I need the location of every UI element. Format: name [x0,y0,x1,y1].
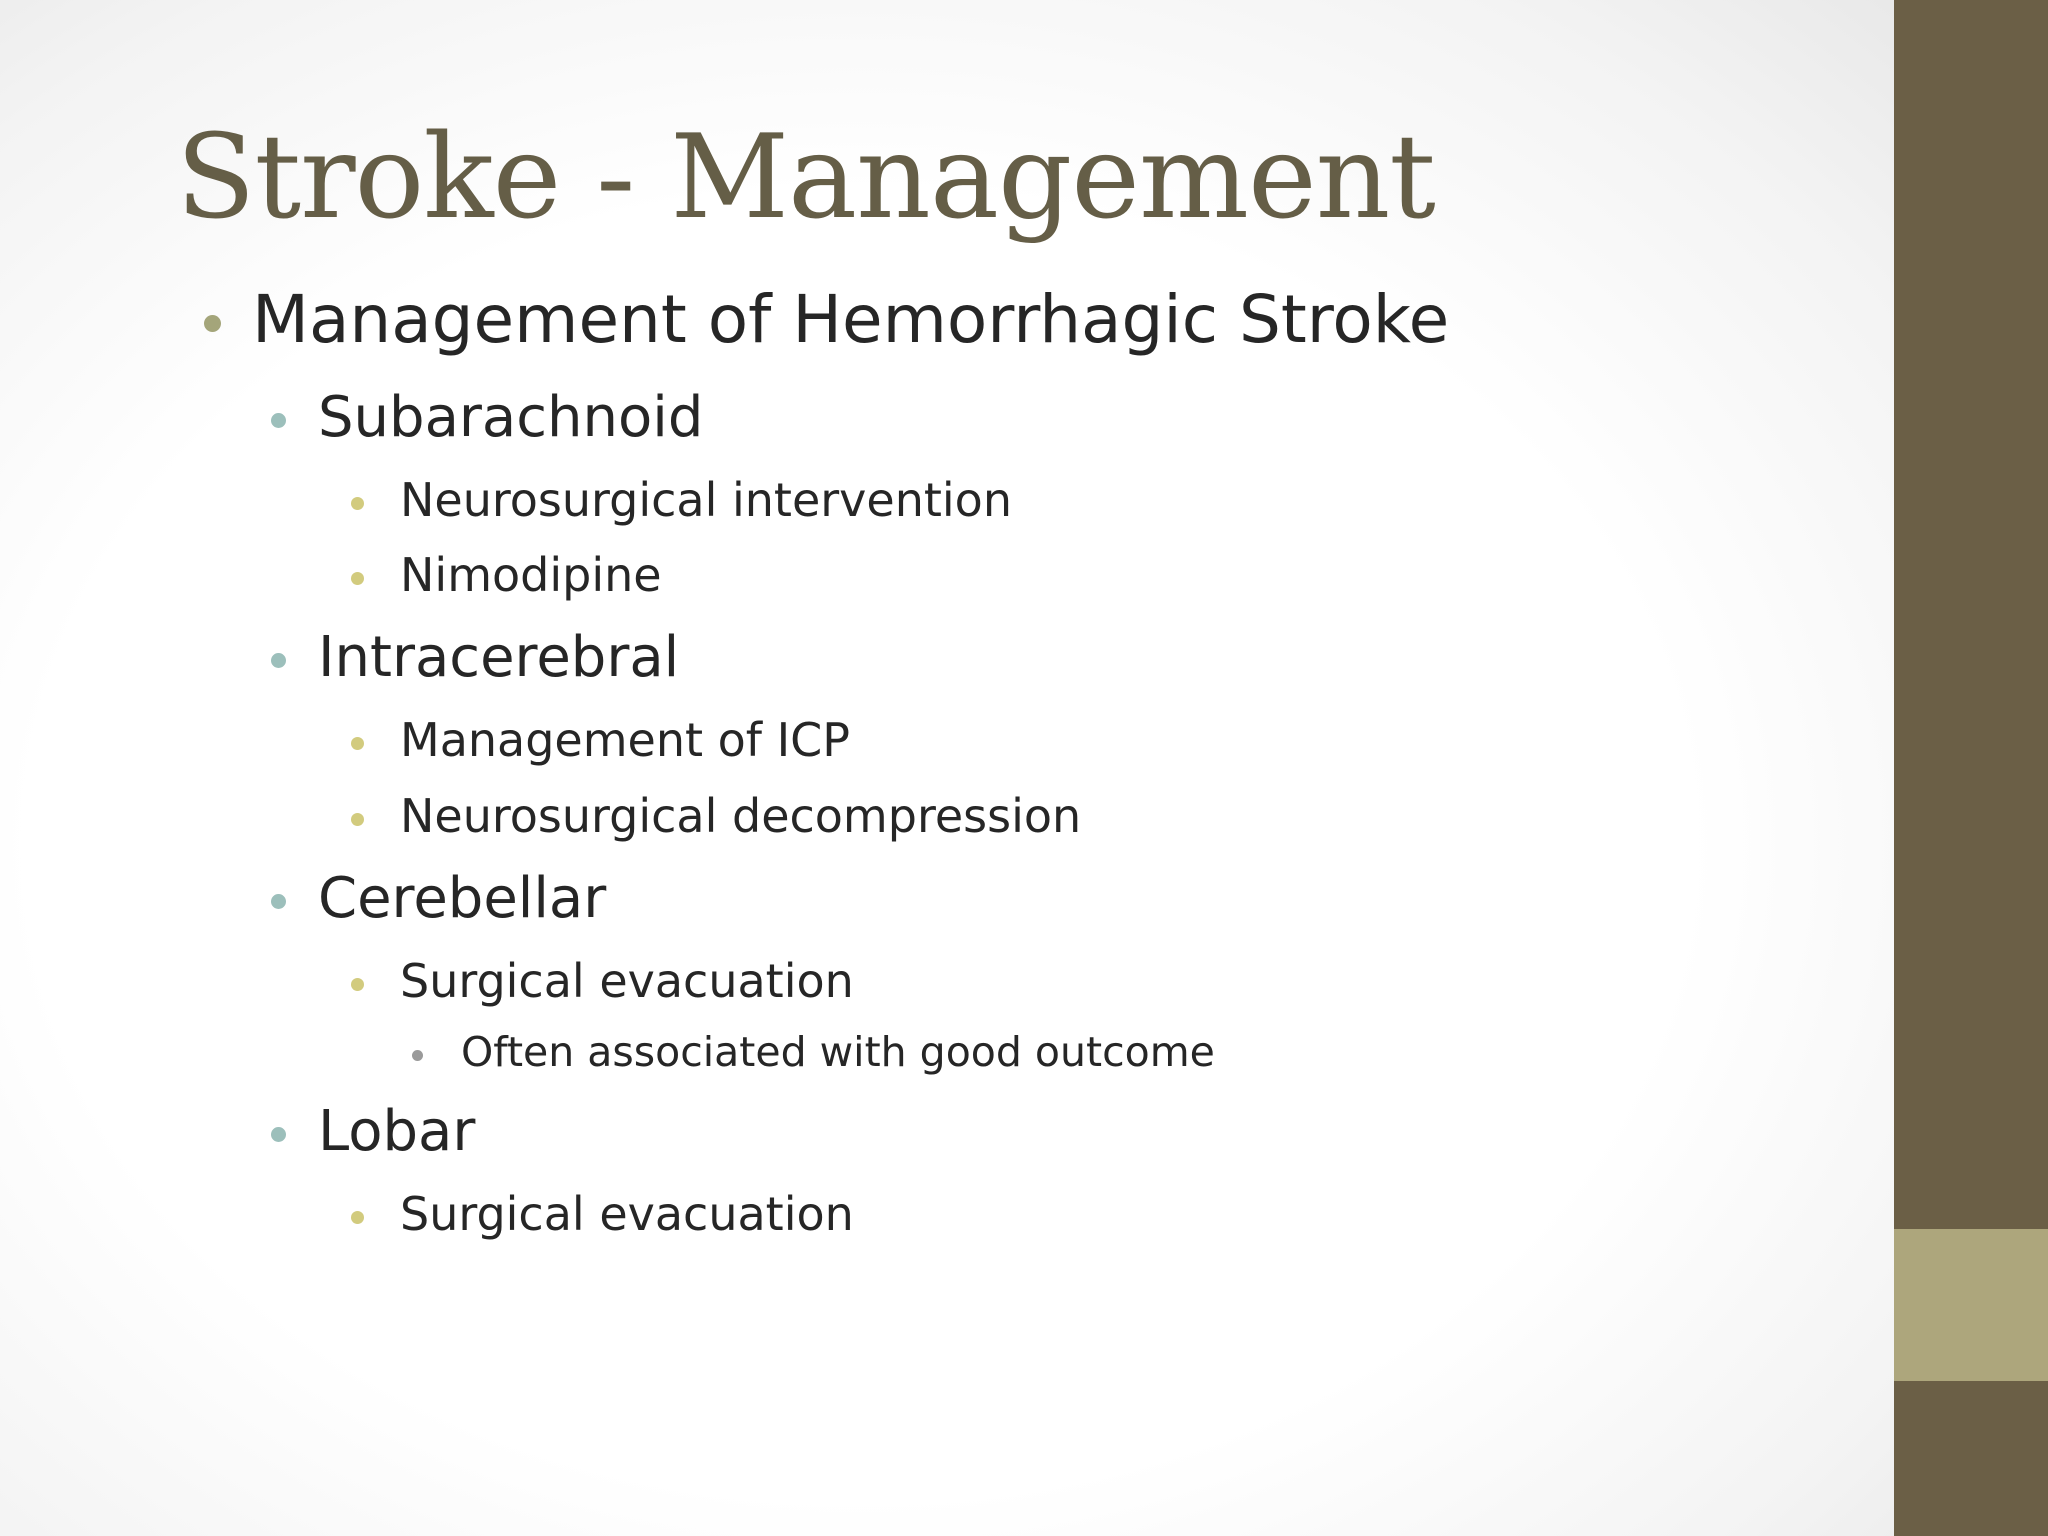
slide-title: Stroke - Management [176,110,1435,245]
bullet-level2-item [318,865,606,932]
bullet-level2-item [318,1098,475,1165]
bullet-text: Nimodipine [400,548,662,602]
bullet-text: Surgical evacuation [400,1187,854,1241]
bullet-dot-icon [351,1211,364,1224]
bullet-level3-item [400,473,1012,528]
bullet-text: Lobar [318,1099,476,1164]
bullet-text: Intracerebral [318,625,680,690]
bullet-dot-icon [271,413,286,428]
bullet-dot-icon [271,894,286,909]
bullet-level3-item [400,954,854,1009]
bullet-text: Neurosurgical decompression [400,789,1082,843]
bullet-level3-item [400,1187,854,1242]
bullet-level4-item [461,1028,1215,1077]
bullet-dot-icon [351,497,364,510]
bullet-level3-item [400,789,1081,844]
bullet-text: Neurosurgical intervention [400,473,1012,527]
bullet-dot-icon [351,813,364,826]
decorative-side-accent [1894,1229,2048,1381]
bullet-dot-icon [204,315,221,332]
bullet-level3-item [400,713,850,768]
bullet-text: Often associated with good outcome [461,1028,1215,1076]
bullet-dot-icon [351,978,364,991]
bullet-level1-item [252,280,1449,359]
bullet-dot-icon [271,653,286,668]
bullet-dot-icon [351,737,364,750]
bullet-text: Subarachnoid [318,385,704,450]
bullet-level2-item [318,384,703,451]
bullet-dot-icon [351,572,364,585]
bullet-level3-item [400,548,662,603]
bullet-text: Cerebellar [318,866,607,931]
bullet-text: Surgical evacuation [400,954,854,1008]
bullet-text: Management of ICP [400,713,851,767]
bullet-dot-icon [412,1050,423,1061]
bullet-text: Management of Hemorrhagic Stroke [252,281,1450,358]
bullet-level2-item [318,624,679,691]
bullet-dot-icon [271,1127,286,1142]
